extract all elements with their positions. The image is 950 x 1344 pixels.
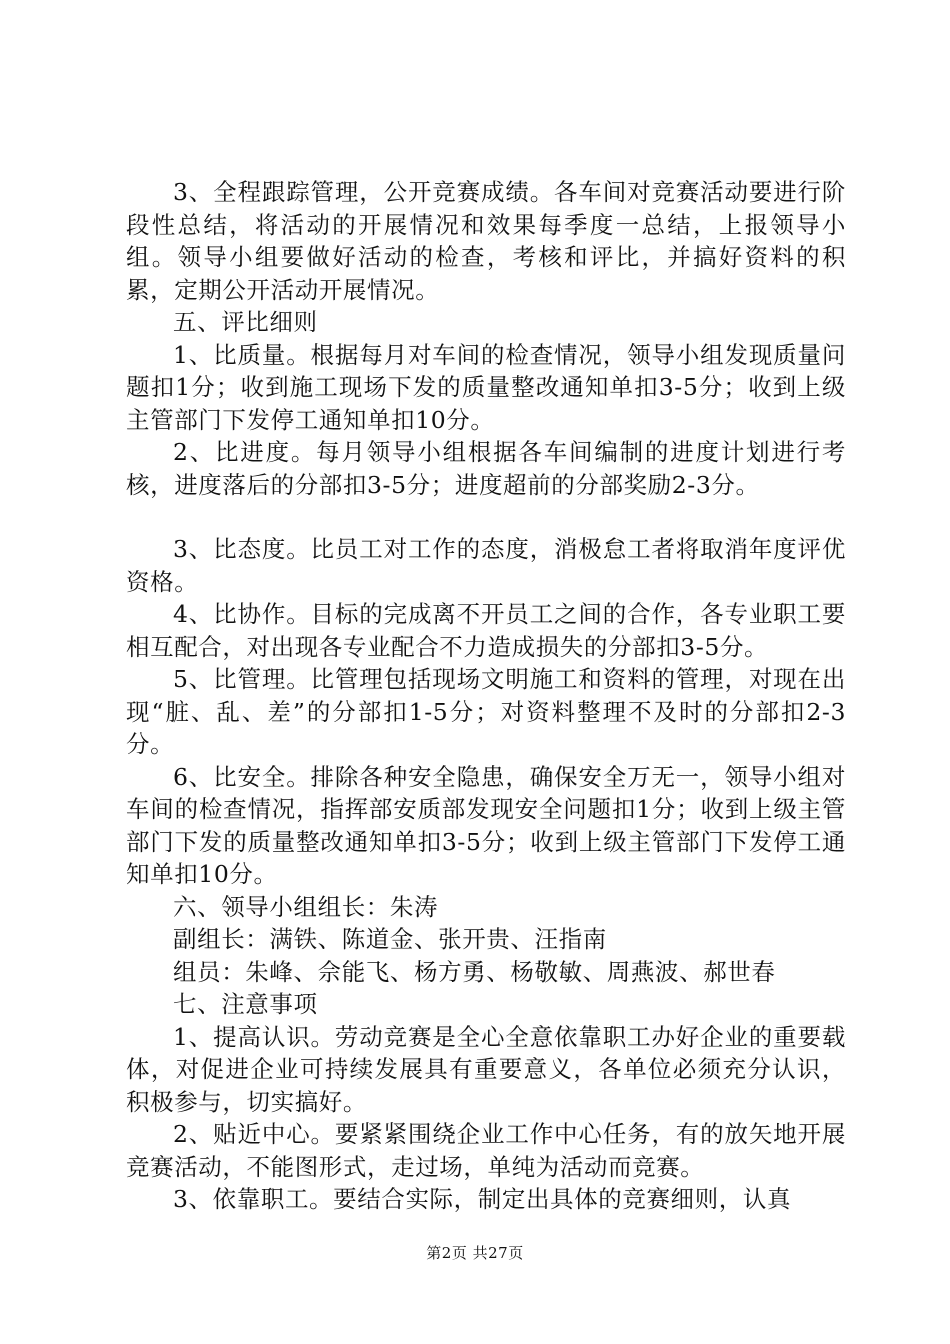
paragraph-compare-progress: 2、比进度。每月领导小组根据各车间编制的进度计划进行考核，进度落后的分部扣3-5分；进度超前的分部奖励2-3分。 — [126, 438, 846, 499]
paragraph-raise-awareness: 1、提高认识。劳动竞赛是全心全意依靠职工办好企业的重要载体，对促进企业可持续发展具有重要意义，各单位必须充分认识，积极参与，切实搞好。 — [126, 1022, 846, 1116]
paragraph-group-members: 组员：朱峰、佘能飞、杨方勇、杨敬敏、周燕波、郝世春 — [173, 957, 776, 986]
page-number-footer: 第2页 共27页 — [426, 1244, 524, 1262]
paragraph-gap — [126, 501, 846, 533]
paragraph-tracking-management: 3、全程跟踪管理，公开竞赛成绩。各车间对竞赛活动要进行阶段性总结，将活动的开展情况和效果每季度一总结，上报领导小组。领导小组要做好活动的检查，考核和评比，并搞好资料的积累，定期公开活动开展情况。 — [126, 178, 846, 304]
paragraph-compare-cooperation: 4、比协作。目标的完成离不开员工之间的合作，各专业职工要相互配合，对出现各专业配合不力造成损失的分部扣3-5分。 — [126, 600, 846, 661]
section-heading-notes: 七、注意事项 — [173, 990, 318, 1018]
paragraph-rely-on-workers: 3、依靠职工。要结合实际，制定出具体的竞赛细则，认真 — [173, 1185, 792, 1213]
paragraph-compare-safety: 6、比安全。排除各种安全隐患，确保安全万无一，领导小组对车间的检查情况，指挥部安质部发现安全问题扣1分；收到上级主管部门下发的质量整改通知单扣3-5分；收到上级主管部门下发停工通知单扣10分。 — [126, 762, 846, 888]
document-body — [126, 176, 846, 1216]
paragraph-compare-quality: 1、比质量。根据每月对车间的检查情况，领导小组发现质量问题扣1分；收到施工现场下发的质量整改通知单扣3-5分；收到上级主管部门下发停工通知单扣10分。 — [126, 340, 846, 434]
paragraph-compare-attitude: 3、比态度。比员工对工作的态度，消极怠工者将取消年度评优资格。 — [126, 535, 846, 596]
paragraph-stay-focused: 2、贴近中心。要紧紧围绕企业工作中心任务，有的放矢地开展竞赛活动，不能图形式，走过场，单纯为活动而竞赛。 — [126, 1120, 846, 1181]
paragraph-deputy-leaders: 副组长：满铁、陈道金、张开贵、汪指南 — [173, 925, 607, 953]
section-heading-evaluation-rules: 五、评比细则 — [173, 308, 318, 336]
paragraph-compare-management: 5、比管理。比管理包括现场文明施工和资料的管理，对现在出现“脏、乱、差”的分部扣1-5分；对资料整理不及时的分部扣2-3分。 — [126, 665, 846, 758]
paragraph-group-leader: 六、领导小组组长：朱涛 — [173, 892, 439, 921]
